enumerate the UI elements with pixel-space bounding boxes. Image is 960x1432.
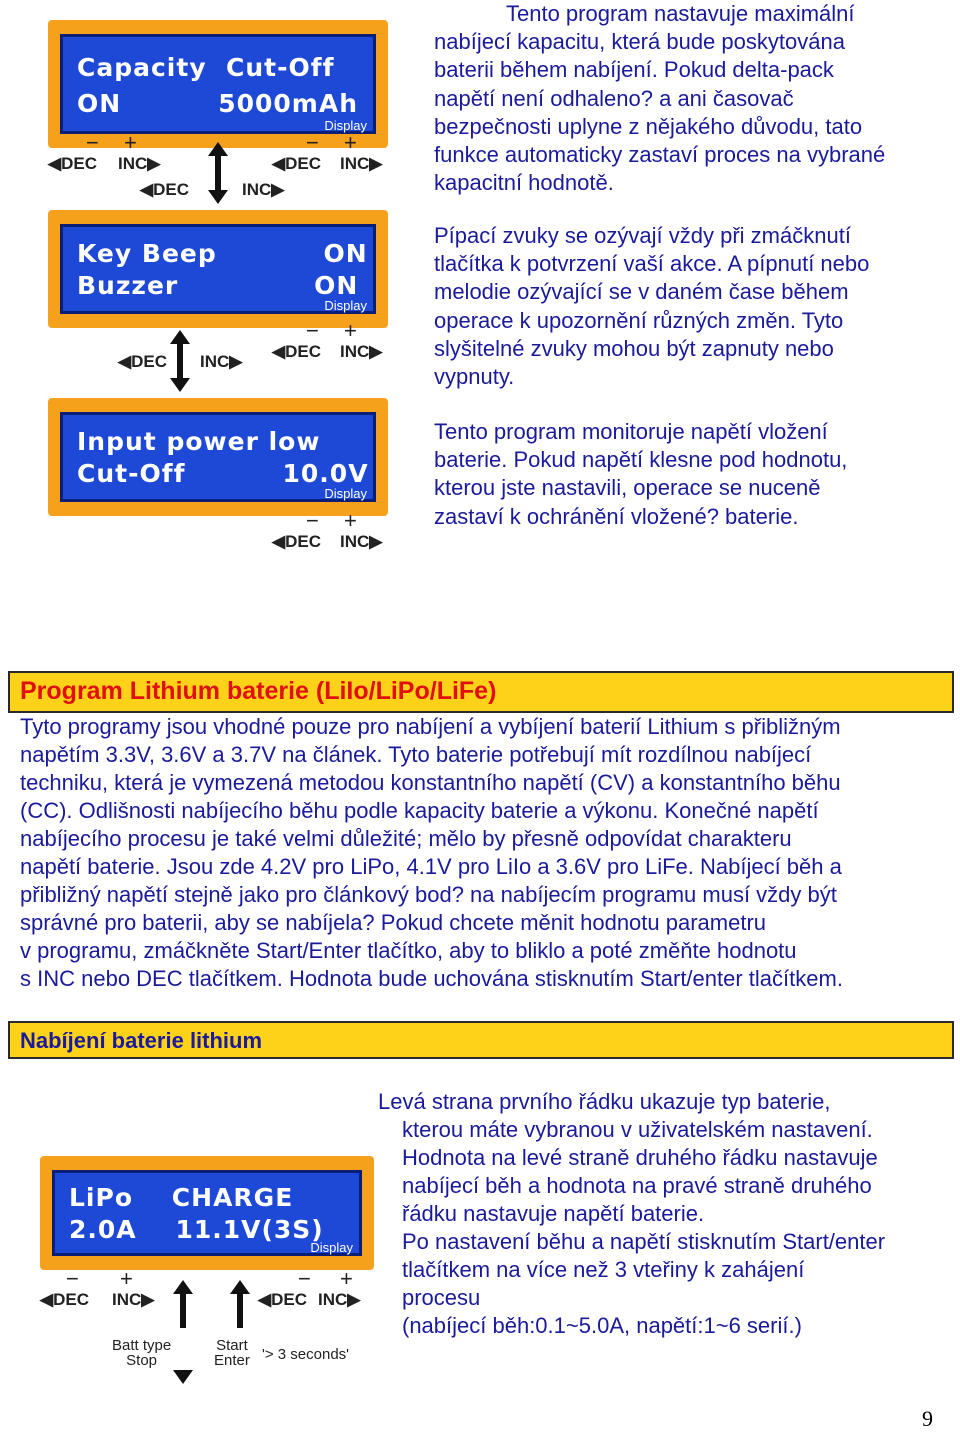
capacity-description xyxy=(434,0,954,197)
batt-type-stop-label xyxy=(112,1338,171,1368)
hold-seconds-label: '> 3 seconds' xyxy=(262,1346,350,1363)
lcd-screen xyxy=(60,412,376,502)
minus-sign: − xyxy=(66,1266,79,1291)
lcd-line-2: ON 5000mAh xyxy=(77,89,358,118)
text-line: zastaví k ochránění vložené? baterie. xyxy=(434,503,799,529)
text-line: napětí není odhaleno? a ani časovač xyxy=(434,85,794,111)
dec-button[interactable]: ◀DEC xyxy=(272,342,321,361)
dec-button[interactable]: ◀DEC xyxy=(40,1290,89,1309)
input-power-description xyxy=(434,418,954,531)
arrow-up-icon xyxy=(173,1280,193,1294)
minus-sign: − xyxy=(86,130,99,155)
arrow-up-icon xyxy=(170,330,190,344)
text-line: v programu, zmáčkněte Start/Enter tlačítko, aby to bliklo a poté změňte hodnotu xyxy=(20,938,797,963)
text-line: (CC). Odlišnosti nabíjecího běhu podle kapacity baterie a výkonu. Konečné napětí xyxy=(20,798,819,823)
dec-button[interactable]: ◀DEC xyxy=(118,352,167,371)
text-line: Tyto programy jsou vhodné pouze pro nabíjení a vybíjení baterií Lithium s přibližným xyxy=(20,714,841,739)
section-title: Program Lithium baterie (LiIo/LiPo/LiFe) xyxy=(20,677,497,705)
lcd-line-2: Cut-Off 10.0V xyxy=(77,459,369,488)
lithium-program-body xyxy=(20,713,955,993)
display-label: Display xyxy=(324,118,367,133)
lcd-line-2: 2.0A 11.1V(3S) xyxy=(69,1215,324,1244)
arrow-stem xyxy=(237,1294,243,1328)
minus-sign: − xyxy=(306,318,319,343)
text-line: kapacitní hodnotě. xyxy=(434,170,614,196)
inc-button[interactable]: INC▶ xyxy=(118,154,161,173)
arrow-down-icon xyxy=(170,378,190,392)
text-line: techniku, která je vymezená metodou konstantního napětí (CV) a konstantního běhu xyxy=(20,770,841,795)
dec-button[interactable]: ◀DEC xyxy=(272,154,321,173)
text-line: Hodnota na levé straně druhého řádku nastavuje xyxy=(402,1145,878,1170)
arrow-down-icon xyxy=(173,1370,193,1384)
lcd-lipo-charge xyxy=(40,1156,374,1270)
display-label: Display xyxy=(324,486,367,501)
lcd-line-1: Input power low xyxy=(77,427,321,456)
start-enter-label xyxy=(214,1338,250,1368)
arrow-stem xyxy=(215,156,221,190)
minus-sign: − xyxy=(306,508,319,533)
text-line: Tento program monitoruje napětí vložení xyxy=(434,419,828,444)
inc-button[interactable]: INC▶ xyxy=(242,180,285,199)
lcd-line-1: Capacity Cut-Off xyxy=(77,53,335,82)
section-header-lithium-charging xyxy=(8,1021,954,1059)
text-line: řádku nastavuje napětí baterie. xyxy=(402,1201,705,1226)
text-line: (nabíjecí běh:0.1~5.0A, napětí:1~6 serií.) xyxy=(402,1313,802,1338)
lcd-screen xyxy=(60,34,376,134)
minus-sign: − xyxy=(306,130,319,155)
display-label: Display xyxy=(310,1240,353,1255)
lcd-line-2: Buzzer ON xyxy=(77,271,359,300)
label-line: Enter xyxy=(214,1352,250,1369)
text-line: vypnuty. xyxy=(434,364,515,390)
arrow-up-icon xyxy=(230,1280,250,1294)
text-line: procesu xyxy=(402,1285,481,1310)
text-line: nabíjecího procesu je také velmi důležité; mělo by přesně odpovídat charakteru xyxy=(20,826,792,851)
text-line: Pípací zvuky se ozývají vždy při zmáčknutí xyxy=(434,223,851,248)
arrow-stem xyxy=(177,344,183,378)
text-line: Po nastavení běhu a napětí stisknutím Start/enter xyxy=(402,1229,886,1254)
lcd-screen xyxy=(52,1170,362,1256)
lcd-screen xyxy=(60,224,376,314)
inc-button[interactable]: INC▶ xyxy=(318,1290,361,1309)
plus-sign: + xyxy=(344,318,357,343)
lcd-line-1: Key Beep ON xyxy=(77,239,368,268)
minus-sign: − xyxy=(298,1266,311,1291)
text-line: melodie ozývající se v daném čase během xyxy=(434,279,849,305)
text-line: napětím 3.3V, 3.6V a 3.7V na článek. Tyto baterie potřebují mít rozdílnou nabíjecí xyxy=(20,742,812,767)
label-line: Batt type xyxy=(112,1337,172,1354)
text-line: nabíjecí kapacitu, která bude poskytována xyxy=(434,29,845,55)
lcd-input-power-low xyxy=(48,398,388,516)
lcd-line-1: LiPo CHARGE xyxy=(69,1183,294,1212)
text-line: baterie. Pokud napětí klesne pod hodnotu, xyxy=(434,447,848,473)
text-line: tlačítkem na více než 3 vteřiny k zahájení xyxy=(402,1257,805,1282)
lcd-capacity-cutoff xyxy=(48,20,388,148)
text-line: kterou máte vybranou v uživatelském nastavení. xyxy=(402,1117,873,1142)
text-line: operace k upozornění různých změn. Tyto xyxy=(434,307,844,333)
inc-button[interactable]: INC▶ xyxy=(340,154,383,173)
text-line: nabíjecí běh a hodnota na pravé straně druhého xyxy=(402,1173,872,1198)
dec-button[interactable]: ◀DEC xyxy=(258,1290,307,1309)
plus-sign: + xyxy=(124,130,137,155)
key-beep-description xyxy=(434,222,954,391)
label-line: Stop xyxy=(126,1352,158,1369)
arrow-up-icon xyxy=(208,142,228,156)
lithium-charging-description xyxy=(378,1088,956,1340)
dec-button[interactable]: ◀DEC xyxy=(140,180,189,199)
section-title: Nabíjení baterie lithium xyxy=(20,1028,263,1053)
text-line: přibližný napětí stejně jako pro článkový bod? na nabíjecím programu musí vždy být xyxy=(20,882,837,907)
text-line: baterii během nabíjení. Pokud delta-pack xyxy=(434,57,834,83)
text-line: napětí baterie. Jsou zde 4.2V pro LiPo, 4.1V pro LiIo a 3.6V pro LiFe. Nabíjecí běh a xyxy=(20,854,842,879)
dec-button[interactable]: ◀DEC xyxy=(272,532,321,551)
dec-button[interactable]: ◀DEC xyxy=(48,154,97,173)
plus-sign: + xyxy=(340,1266,353,1291)
text-line: s INC nebo DEC tlačítkem. Hodnota bude uchována stisknutím Start/enter tlačítkem. xyxy=(20,966,843,991)
inc-button[interactable]: INC▶ xyxy=(112,1290,155,1309)
text-line: Tento program nastavuje maximální xyxy=(506,1,855,26)
text-line: bezpečnosti uplyne z nějakého důvodu, tato xyxy=(434,113,863,139)
display-label: Display xyxy=(324,298,367,313)
text-line: funkce automaticky zastaví proces na vybrané xyxy=(434,142,886,168)
page-number: 9 xyxy=(922,1406,933,1431)
text-line: slyšitelné zvuky mohou být zapnuty nebo xyxy=(434,335,834,361)
lcd-key-beep xyxy=(48,210,388,328)
arrow-down-icon xyxy=(208,190,228,204)
inc-button[interactable]: INC▶ xyxy=(200,352,243,371)
plus-sign: + xyxy=(344,130,357,155)
label-line: Start xyxy=(216,1337,248,1354)
text-line: tlačítka k potvrzení vaší akce. A pípnutí nebo xyxy=(434,251,870,277)
plus-sign: + xyxy=(344,508,357,533)
arrow-stem xyxy=(180,1294,186,1328)
inc-button[interactable]: INC▶ xyxy=(340,342,383,361)
plus-sign: + xyxy=(120,1266,133,1291)
inc-button[interactable]: INC▶ xyxy=(340,532,383,551)
text-line: Levá strana prvního řádku ukazuje typ baterie, xyxy=(378,1089,831,1114)
section-header-lithium-program xyxy=(8,671,954,713)
text-line: správné pro baterii, aby se nabíjela? Pokud chcete měnit hodnotu parametru xyxy=(20,910,767,935)
text-line: kterou jste nastavili, operace se nuceně xyxy=(434,475,821,501)
